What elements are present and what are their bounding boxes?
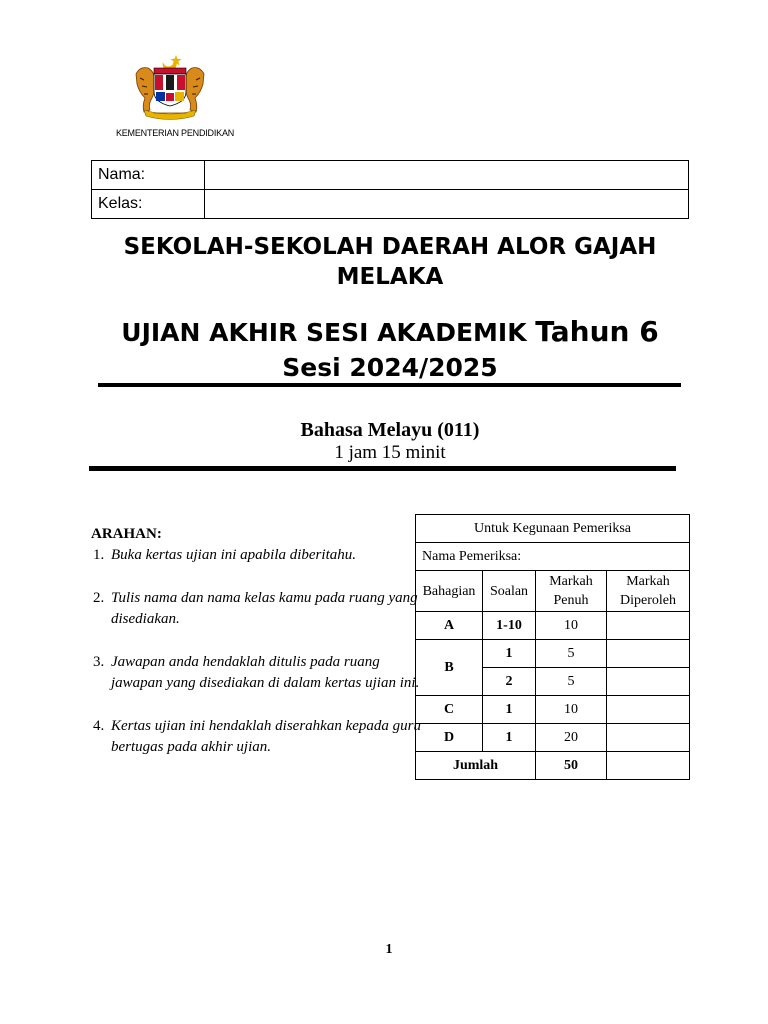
obtained-marks-cell[interactable]	[607, 696, 690, 724]
exam-title-line1	[80, 314, 700, 350]
coat-of-arms-logo	[130, 52, 210, 124]
school-title	[80, 232, 700, 292]
section-cell: B	[416, 640, 483, 696]
question-cell: 1	[483, 640, 536, 668]
examiner-score-table	[415, 514, 690, 780]
question-cell: 1	[483, 724, 536, 752]
exam-session: Sesi 2024/2025	[282, 353, 498, 382]
table-row	[416, 640, 690, 668]
score-table-title: Untuk Kegunaan Pemeriksa	[416, 515, 690, 543]
exam-title	[80, 314, 700, 385]
section-cell: D	[416, 724, 483, 752]
examiner-name-label[interactable]: Nama Pemeriksa:	[416, 543, 690, 571]
total-label: Jumlah	[416, 752, 536, 780]
section-cell: C	[416, 696, 483, 724]
total-row	[416, 752, 690, 780]
table-row	[416, 612, 690, 640]
full-marks-cell: 10	[536, 696, 607, 724]
class-field[interactable]	[205, 190, 689, 219]
table-row	[416, 696, 690, 724]
col-header-obtained-marks: Markah Diperoleh	[607, 571, 690, 612]
obtained-marks-cell[interactable]	[607, 640, 690, 668]
subject-name: Bahasa Melayu (011)	[300, 419, 480, 441]
obtained-marks-cell[interactable]	[607, 724, 690, 752]
section-cell: A	[416, 612, 483, 640]
col-header-section: Bahagian	[416, 571, 483, 612]
school-title-line1: SEKOLAH-SEKOLAH DAERAH ALOR GAJAH	[123, 234, 657, 260]
question-cell: 1-10	[483, 612, 536, 640]
col-header-question: Soalan	[483, 571, 536, 612]
divider-top	[98, 383, 681, 387]
subject-duration: 1 jam 15 minit	[334, 442, 446, 463]
obtained-marks-cell[interactable]	[607, 612, 690, 640]
name-field[interactable]	[205, 161, 689, 190]
divider-bottom	[89, 466, 676, 471]
instruction-item: 3. Jawapan anda hendaklah ditulis pada ruang jawapan yang disediakan di dalam kertas ujian ini.	[93, 654, 420, 691]
school-title-line2: MELAKA	[336, 264, 444, 290]
question-cell: 1	[483, 696, 536, 724]
question-cell: 2	[483, 668, 536, 696]
total-value: 50	[536, 752, 607, 780]
instruction-item: 1. Buka kertas ujian ini apabila diberitahu.	[93, 547, 356, 563]
full-marks-cell: 5	[536, 668, 607, 696]
student-info-table	[91, 160, 689, 219]
page-number: 1	[385, 942, 393, 957]
class-label: Kelas:	[92, 190, 205, 219]
instructions-title: ARAHAN:	[91, 526, 162, 542]
instructions-list	[91, 545, 421, 780]
full-marks-cell: 10	[536, 612, 607, 640]
exam-year: Tahun 6	[535, 315, 659, 348]
instruction-item: 2. Tulis nama dan nama kelas kamu pada ruang yang disediakan.	[93, 590, 418, 627]
full-marks-cell: 5	[536, 640, 607, 668]
col-header-full-marks: Markah Penuh	[536, 571, 607, 612]
name-label: Nama:	[92, 161, 205, 190]
instruction-item: 4. Kertas ujian ini hendaklah diserahkan kepada guru bertugas pada akhir ujian.	[93, 718, 421, 755]
exam-name: UJIAN AKHIR SESI AKADEMIK	[121, 318, 536, 347]
total-obtained-cell[interactable]	[607, 752, 690, 780]
full-marks-cell: 20	[536, 724, 607, 752]
table-row	[416, 724, 690, 752]
ministry-caption: KEMENTERIAN PENDIDIKAN	[115, 128, 235, 138]
obtained-marks-cell[interactable]	[607, 668, 690, 696]
